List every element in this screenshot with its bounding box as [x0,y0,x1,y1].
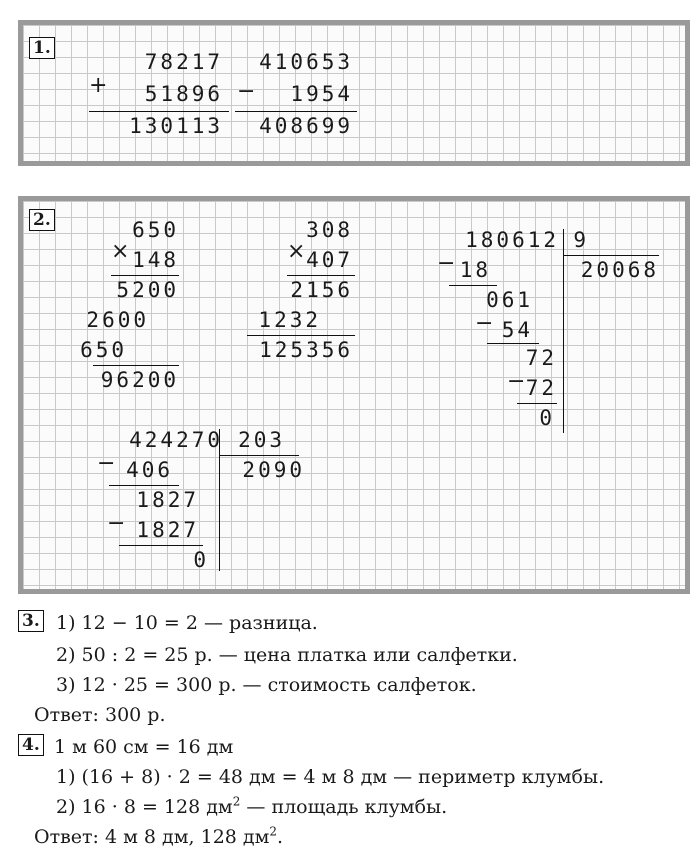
mul2-operand-b: 407 [306,248,353,272]
div1-vline [563,229,564,433]
sub-operand-b: 1954 [290,82,353,106]
div2-rem1: 1827 [136,488,199,512]
div1-remainder: 0 [539,406,555,430]
div2-quotient: 2090 [242,458,305,482]
plus-sign: + [89,73,108,98]
task1-label: 1. [29,37,55,59]
task4-line2-pre: 2) 16 · 8 = 128 дм [56,796,233,818]
task4-answer-sup: 2 [269,824,278,839]
div2-line1 [109,485,179,486]
mul2-operand-a: 308 [306,218,353,242]
div1-minus3: − [507,369,526,394]
sub-operand-a: 410653 [259,50,353,74]
task3-line2: 2) 50 : 2 = 25 р. — цена платка или салфетки. [56,644,518,666]
mul1-line1 [111,275,179,276]
task4-answer-post: . [277,826,284,848]
task3-line1: 1) 12 − 10 = 2 — разница. [56,612,318,634]
minus-sign: − [237,79,256,104]
mul2-sign: × [287,239,306,264]
sub-result: 408699 [259,114,353,138]
task4-line2-sup: 2 [232,794,241,809]
mul1-line2 [93,365,179,366]
mul1-operand-b: 148 [132,248,179,272]
task3-answer: Ответ: 300 р. [34,704,166,726]
add-operand-b: 51896 [144,82,223,106]
mul1-operand-a: 650 [132,218,179,242]
sub-line [235,111,357,112]
task3-label: 3. [18,610,44,632]
task4-line2 [56,796,447,818]
mul2-result: 125356 [259,338,353,362]
div2-sub1: 406 [126,458,173,482]
task4-line0: 1 м 60 см = 16 дм [54,736,234,758]
div1-dividend: 180612 [465,228,559,252]
div2-divisor-line [219,455,299,456]
task2-label: 2. [29,209,55,231]
mul2-partial2: 1232 [258,308,321,332]
task4-line1: 1) (16 + 8) · 2 = 48 дм = 4 м 8 дм — периметр клумбы. [56,766,605,788]
mul1-result: 96200 [100,368,179,392]
task2-grid [18,196,690,594]
div1-line3 [517,403,557,404]
mul1-partial3: 650 [80,338,127,362]
mul2-line1 [287,275,355,276]
div1-sub1: 18 [459,258,491,282]
div1-rem1: 061 [486,288,533,312]
div1-quotient: 20068 [580,258,659,282]
div2-minus2: − [107,511,126,536]
task4-answer [34,826,283,848]
div2-minus1: − [97,451,116,476]
div2-divisor: 203 [238,428,285,452]
mul1-sign: × [111,239,130,264]
div2-sub2: 1827 [136,518,199,542]
div1-line1 [449,285,497,286]
div2-dividend: 424270 [129,428,223,452]
mul1-partial1: 5200 [116,278,179,302]
mul2-line2 [247,335,355,336]
div2-remainder: 0 [193,548,209,572]
div2-vline [219,429,220,571]
task4-answer-pre: Ответ: 4 м 8 дм, 128 дм [34,826,270,848]
div1-minus1: − [437,251,456,276]
mul2-partial1: 2156 [290,278,353,302]
task3-line3: 3) 12 · 25 = 300 р. — стоимость салфеток. [56,674,477,696]
div2-line2 [119,545,203,546]
add-result: 130113 [129,114,223,138]
div1-sub2: 54 [501,318,533,342]
div1-minus2: − [475,311,494,336]
div1-divisor-line [563,255,659,256]
div1-divisor: 9 [573,228,589,252]
add-operand-a: 78217 [144,50,223,74]
mul1-partial2: 2600 [86,308,149,332]
task4-label: 4. [18,734,44,756]
div1-sub3: 72 [525,376,557,400]
div1-rem2: 72 [525,346,557,370]
task4-line2-post: — площадь клумбы. [240,796,448,818]
task1-grid [18,20,690,166]
div1-line2 [487,343,539,344]
add-line [89,111,229,112]
